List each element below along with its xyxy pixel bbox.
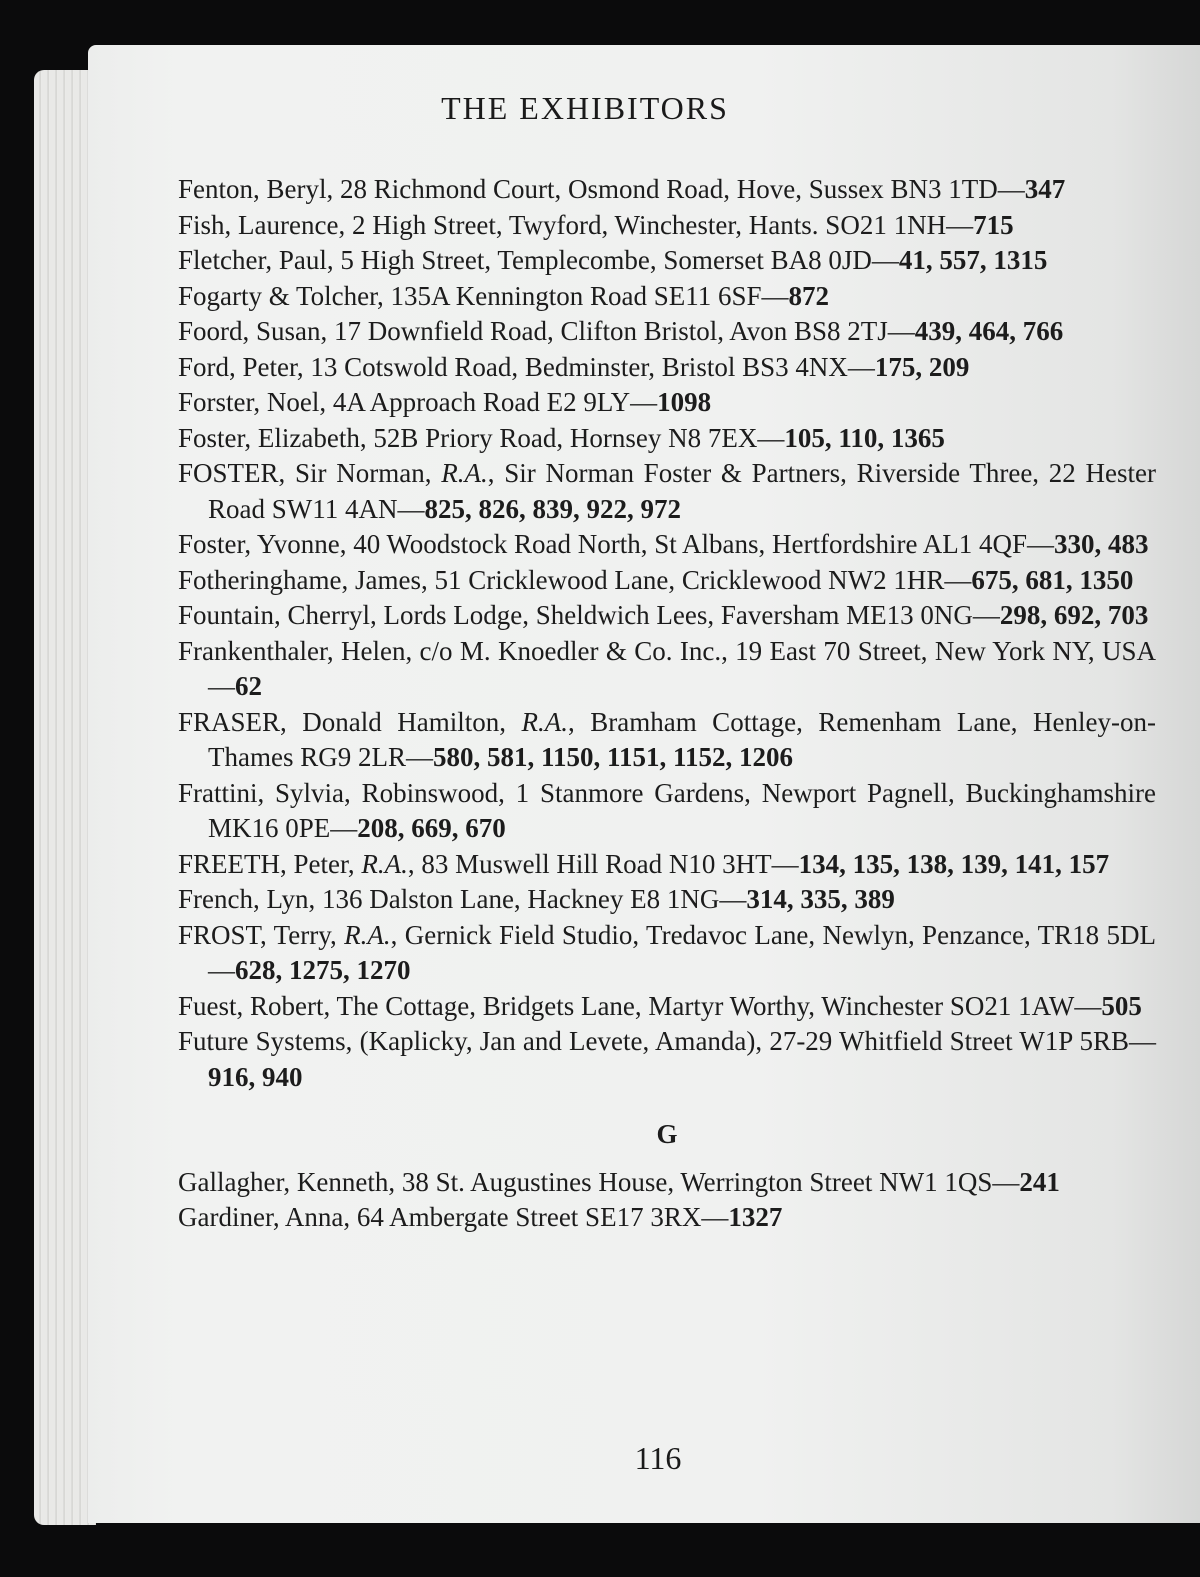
exhibitor-entry — [178, 350, 1156, 386]
catalogue-numbers: 62 — [235, 671, 262, 701]
catalogue-numbers: 1098 — [657, 387, 712, 417]
catalogue-numbers: 439, 464, 766 — [914, 316, 1064, 346]
page-title: THE EXHIBITORS — [441, 90, 729, 126]
exhibitor-address: FRASER, Donald Hamilton, R.A., Bramham Cottage, Remenham Lane, Henley-on-Thames RG9 2LR— — [178, 706, 1156, 772]
catalogue-numbers: 580, 581, 1150, 1151, 1152, 1206 — [432, 742, 794, 772]
exhibitor-address: Fountain, Cherryl, Lords Lodge, Sheldwich Lees, Faversham ME13 0NG— — [178, 600, 1000, 630]
catalogue-numbers: 241 — [1019, 1166, 1060, 1197]
exhibitor-entry — [178, 314, 1156, 350]
catalogue-numbers: 1327 — [728, 1202, 783, 1232]
catalogue-numbers: 675, 681, 1350 — [971, 564, 1134, 595]
catalogue-numbers: 330, 483 — [1053, 529, 1149, 559]
exhibitor-address: Foster, Elizabeth, 52B Priory Road, Hornsey N8 7EX— — [178, 422, 785, 453]
catalogue-numbers: 314, 335, 389 — [746, 884, 895, 914]
exhibitor-address: Ford, Peter, 13 Cotswold Road, Bedminster, Bristol BS3 4NX— — [178, 351, 875, 382]
exhibitor-entry — [178, 989, 1156, 1025]
exhibitor-entry — [178, 847, 1156, 883]
exhibitor-address: Gardiner, Anna, 64 Ambergate Street SE17 3RX— — [178, 1202, 729, 1232]
exhibitor-address: FREETH, Peter, R.A., 83 Muswell Hill Road N10 3HT— — [178, 848, 799, 879]
catalogue-numbers: 208, 669, 670 — [357, 813, 506, 843]
exhibitor-address: Foster, Yvonne, 40 Woodstock Road North, St Albans, Hertfordshire AL1 4QF— — [178, 529, 1054, 559]
catalogue-numbers: 872 — [788, 280, 830, 311]
catalogue-numbers: 715 — [973, 209, 1014, 240]
exhibitor-address: Fish, Laurence, 2 High Street, Twyford, Winchester, Hants. SO21 1NH— — [178, 209, 974, 240]
exhibitor-entry — [178, 208, 1156, 244]
catalogue-numbers: 825, 826, 839, 922, 972 — [424, 493, 681, 524]
exhibitor-entry — [178, 421, 1156, 457]
exhibitor-entry — [178, 634, 1156, 705]
catalogue-numbers: 505 — [1101, 990, 1142, 1021]
exhibitor-entry — [178, 882, 1156, 918]
book-page-edges — [34, 70, 96, 1525]
exhibitor-entry — [178, 172, 1156, 208]
catalogue-numbers: 175, 209 — [874, 351, 970, 382]
catalogue-numbers: 134, 135, 138, 139, 141, 157 — [798, 848, 1110, 879]
catalogue-numbers: 41, 557, 1315 — [898, 245, 1048, 275]
exhibitor-address: Foord, Susan, 17 Downfield Road, Clifton Bristol, Avon BS8 2TJ— — [178, 316, 915, 346]
exhibitor-address: Fenton, Beryl, 28 Richmond Court, Osmond Road, Hove, Sussex BN3 1TD— — [178, 174, 1025, 204]
exhibitor-address: Future Systems, (Kaplicky, Jan and Levete, Amanda), 27-29 Whitfield Street W1P 5RB— — [178, 1026, 1156, 1056]
exhibitor-address: FROST, Terry, R.A., Gernick Field Studio, Tredavoc Lane, Newlyn, Penzance, TR18 5DL— — [178, 919, 1156, 985]
exhibitor-entry — [178, 1200, 1156, 1236]
exhibitor-entry — [178, 279, 1156, 315]
exhibitor-address: Frankenthaler, Helen, c/o M. Knoedler & Co. Inc., 19 East 70 Street, New York NY, USA— — [178, 635, 1156, 701]
catalogue-numbers: 105, 110, 1365 — [784, 422, 945, 453]
exhibitor-address: Frattini, Sylvia, Robinswood, 1 Stanmore Gardens, Newport Pagnell, Buckinghamshire MK16 0PE— — [178, 777, 1156, 843]
exhibitor-entry — [178, 385, 1156, 421]
exhibitor-entry — [178, 918, 1156, 989]
exhibitor-entry — [178, 456, 1156, 527]
exhibitor-list — [178, 172, 1156, 1236]
catalogue-numbers: 298, 692, 703 — [999, 600, 1149, 630]
exhibitor-entry — [178, 563, 1156, 599]
exhibitor-address: FOSTER, Sir Norman, R.A., Sir Norman Foster & Partners, Riverside Three, 22 Hester Road SW11 4AN— — [178, 458, 1156, 524]
exhibitor-entry — [178, 243, 1156, 279]
page-number: 116 — [634, 1440, 682, 1476]
exhibitor-address: French, Lyn, 136 Dalston Lane, Hackney E8 1NG— — [178, 884, 747, 914]
exhibitor-address: Fletcher, Paul, 5 High Street, Templecombe, Somerset BA8 0JD— — [178, 245, 899, 275]
catalogue-numbers: 916, 940 — [208, 1061, 303, 1092]
section-heading-g: G — [656, 1119, 678, 1149]
catalogue-numbers: 347 — [1024, 174, 1066, 204]
exhibitor-entry — [178, 1024, 1156, 1095]
catalogue-numbers: 628, 1275, 1270 — [235, 955, 411, 985]
exhibitor-address: Fuest, Robert, The Cottage, Bridgets Lane, Martyr Worthy, Winchester SO21 1AW— — [178, 990, 1102, 1021]
exhibitor-list-f — [178, 172, 1156, 1095]
exhibitor-entry — [178, 776, 1156, 847]
exhibitor-entry — [178, 527, 1156, 563]
exhibitor-address: Gallagher, Kenneth, 38 St. Augustines House, Werrington Street NW1 1QS— — [178, 1166, 1020, 1197]
exhibitor-address: Fogarty & Tolcher, 135A Kennington Road SE11 6SF— — [178, 280, 789, 311]
exhibitor-address: Fotheringhame, James, 51 Cricklewood Lane, Cricklewood NW2 1HR— — [178, 564, 972, 595]
exhibitor-entry — [178, 705, 1156, 776]
exhibitor-entry — [178, 1165, 1156, 1201]
exhibitor-entry — [178, 598, 1156, 634]
exhibitor-address: Forster, Noel, 4A Approach Road E2 9LY— — [178, 387, 658, 417]
exhibitor-list-g — [178, 1165, 1156, 1236]
